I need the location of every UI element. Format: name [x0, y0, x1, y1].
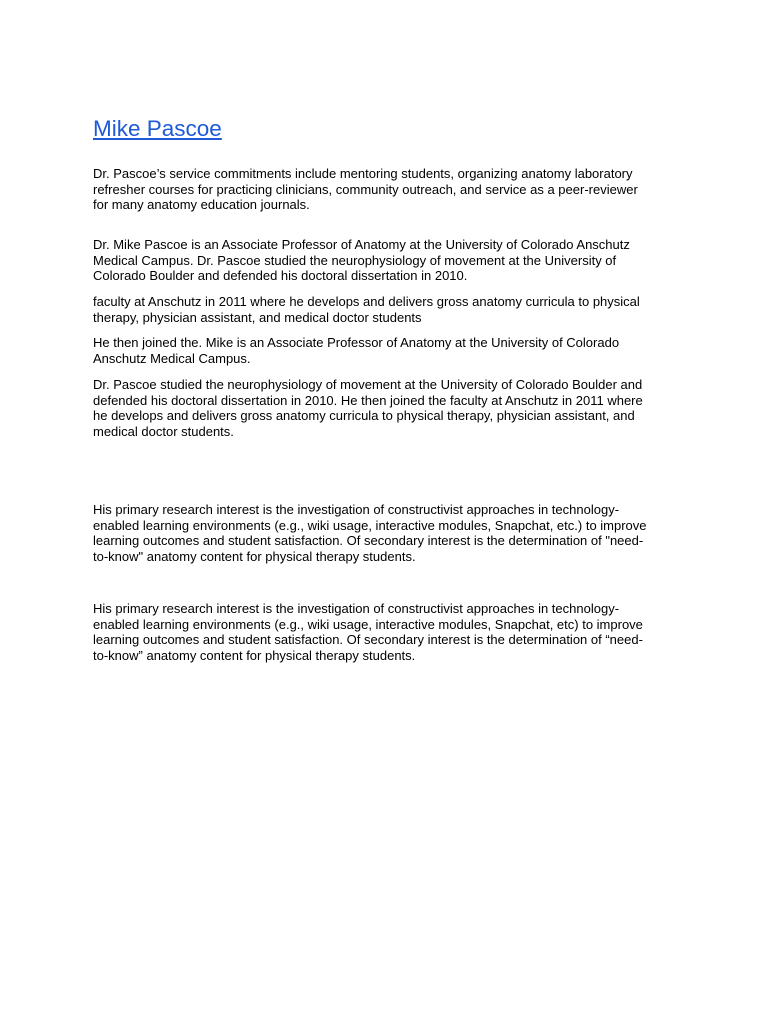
text-line: Dr. Pascoe’s service commitments include mentoring students, organizing anatomy laboratory — [93, 166, 633, 181]
paragraph-service — [93, 166, 677, 213]
text-line: His primary research interest is the investigation of constructivist approaches in technology- — [93, 601, 620, 616]
text-line: refresher courses for practicing clinicians, community outreach, and service as a peer-reviewer — [93, 181, 638, 197]
text-line: learning outcomes and student satisfaction. Of secondary interest is the determination of “need- — [93, 632, 643, 647]
paragraph-research-2 — [93, 601, 677, 663]
text-line: therapy, physician assistant, and medical doctor students — [93, 309, 422, 325]
text-line: to-know" anatomy content for physical therapy students. — [93, 548, 416, 564]
text-line: defended his doctoral dissertation in 2010. He then joined the faculty at Anschutz in 2011 where — [93, 392, 643, 408]
text-line: Medical Campus. Dr. Pascoe studied the neurophysiology of movement at the University of — [93, 252, 617, 268]
text-line: Dr. Pascoe studied the neurophysiology of movement at the University of Colorado Boulder and — [93, 377, 643, 392]
text-line: enabled learning environments (e.g., wiki usage, interactive modules, Snapchat, etc) to improve — [93, 616, 643, 632]
text-line: enabled learning environments (e.g., wiki usage, interactive modules, Snapchat, etc.) to improve — [93, 517, 647, 533]
text-line: Colorado Boulder and defended his doctoral dissertation in 2010. — [93, 268, 468, 283]
text-line: he develops and delivers gross anatomy curricula to physical therapy, physician assistant, and — [93, 408, 635, 423]
paragraph-research-1 — [93, 502, 677, 564]
text-line: faculty at Anschutz in 2011 where he develops and delivers gross anatomy curricula to physical — [93, 294, 640, 309]
paragraph-faculty — [93, 294, 677, 325]
text-line: to-know” anatomy content for physical therapy students. — [93, 647, 416, 663]
text-line: Dr. Mike Pascoe is an Associate Professor of Anatomy at the University of Colorado Anschutz — [93, 237, 630, 252]
text-line: His primary research interest is the investigation of constructivist approaches in technology- — [93, 502, 620, 517]
page-title-link[interactable]: Mike Pascoe — [93, 116, 222, 141]
paragraph-neurophysiology — [93, 377, 677, 439]
paragraph-bio-intro — [93, 237, 677, 284]
paragraph-joined — [93, 335, 677, 366]
text-line: Anschutz Medical Campus. — [93, 350, 251, 366]
text-line: He then joined the. Mike is an Associate Professor of Anatomy at the University of Colorado — [93, 335, 620, 350]
text-line: learning outcomes and student satisfaction. Of secondary interest is the determination of "need- — [93, 533, 644, 548]
text-line: medical doctor students. — [93, 423, 234, 439]
text-line: for many anatomy education journals. — [93, 197, 310, 212]
